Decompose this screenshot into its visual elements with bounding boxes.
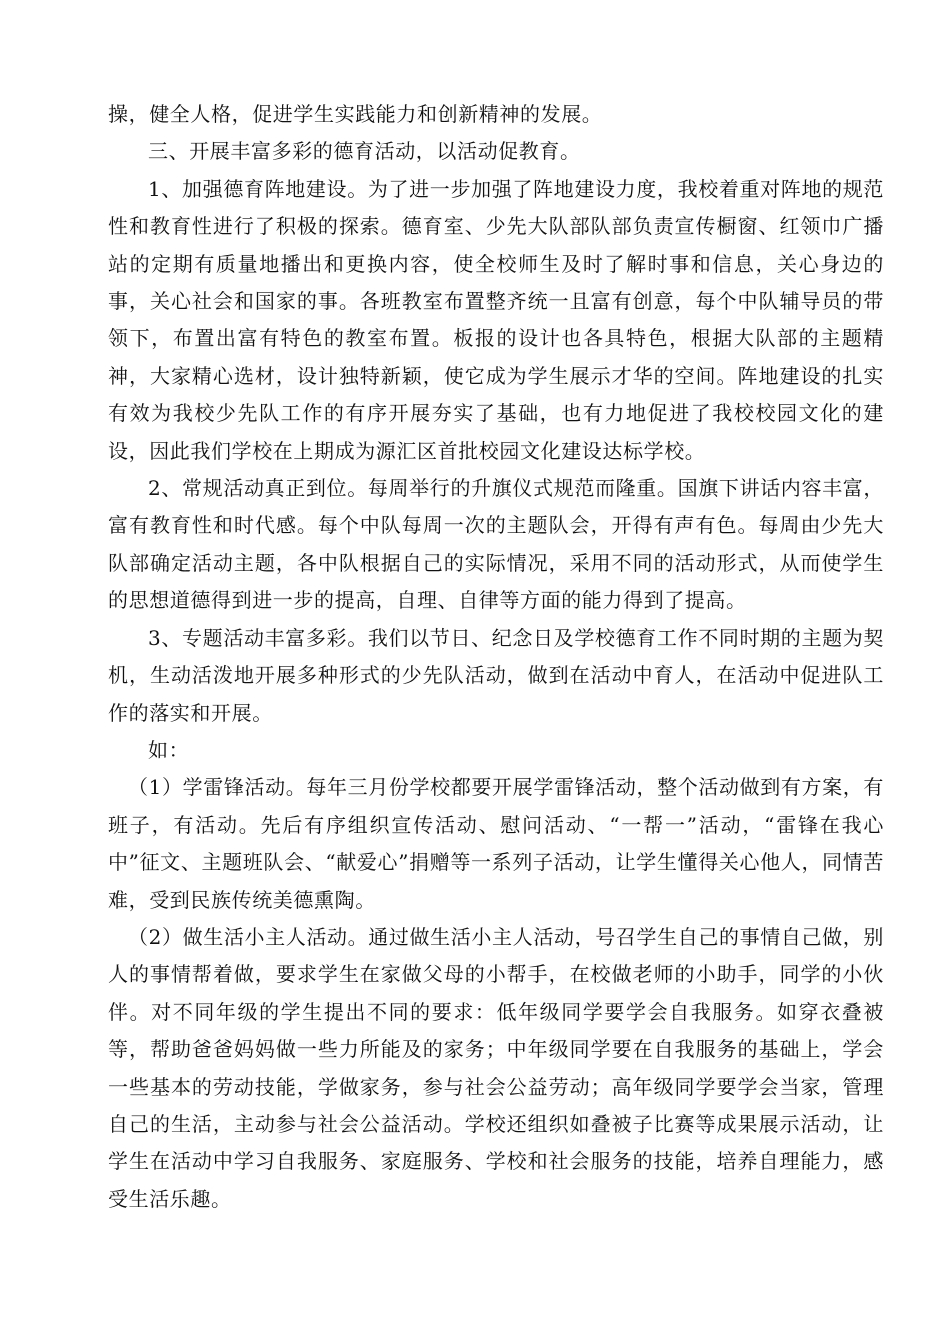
paragraph-continuation: 操，健全人格，促进学生实践能力和创新精神的发展。: [108, 102, 603, 126]
paragraph-item-3: 3、专题活动丰富多彩。我们以节日、纪念日及学校德育工作不同时期的主题为契机，生动活泼地开展多种形式的少先队活动，做到在活动中育人，在活动中促进队工作的落实和开展。: [108, 625, 884, 725]
document-body: [108, 96, 884, 1218]
paragraph-subitem-1: （1）学雷锋活动。每年三月份学校都要开展学雷锋活动，整个活动做到有方案，有班子，有活动。先后有序组织宣传活动、慰问活动、“一帮一”活动，“雷锋在我心中”征文、主题班队会、“献爱心”捐赠等一系列子活动，让学生懂得关心他人，同情苦难，受到民族传统美德熏陶。: [108, 775, 884, 912]
paragraph-item-1: 1、加强德育阵地建设。为了进一步加强了阵地建设力度，我校着重对阵地的规范性和教育性进行了积极的探索。德育室、少先大队部队部负责宣传橱窗、红领巾广播站的定期有质量地播出和更换内容，使全校师生及时了解时事和信息，关心身边的事，关心社会和国家的事。各班教室布置整齐统一且富有创意，每个中队辅导员的带领下，布置出富有特色的教室布置。板报的设计也各具特色，根据大队部的主题精神，大家精心选材，设计独特新颖，使它成为学生展示才华的空间。阵地建设的扎实有效为我校少先队工作的有序开展夯实了基础，也有力地促进了我校校园文化的建设，因此我们学校在上期成为源汇区首批校园文化建设达标学校。: [108, 176, 884, 463]
paragraph-example-intro: 如：: [148, 737, 190, 762]
paragraph-item-2: 2、常规活动真正到位。每周举行的升旗仪式规范而隆重。国旗下讲话内容丰富，富有教育性和时代感。每个中队每周一次的主题队会，开得有声有色。每周由少先大队部确定活动主题，各中队根据自己的实际情况，采用不同的活动形式，从而使学生的思想道德得到进一步的提高，自理、自律等方面的能力得到了提高。: [108, 476, 884, 613]
paragraph-subitem-2: （2）做生活小主人活动。通过做生活小主人活动，号召学生自己的事情自己做，别人的事情帮着做，要求学生在家做父母的小帮手，在校做老师的小助手，同学的小伙伴。对不同年级的学生提出不同的要求：低年级同学要学会自我服务。如穿衣叠被等，帮助爸爸妈妈做一些力所能及的家务；中年级同学要在自我服务的基础上，学会一些基本的劳动技能，学做家务，参与社会公益劳动；高年级同学要学会当家，管理自己的生活，主动参与社会公益活动。学校还组织如叠被子比赛等成果展示活动，让学生在活动中学习自我服务、家庭服务、学校和社会服务的技能，培养自理能力，感受生活乐趣。: [108, 924, 884, 1211]
section-heading: 三、开展丰富多彩的德育活动，以活动促教育。: [148, 139, 581, 164]
